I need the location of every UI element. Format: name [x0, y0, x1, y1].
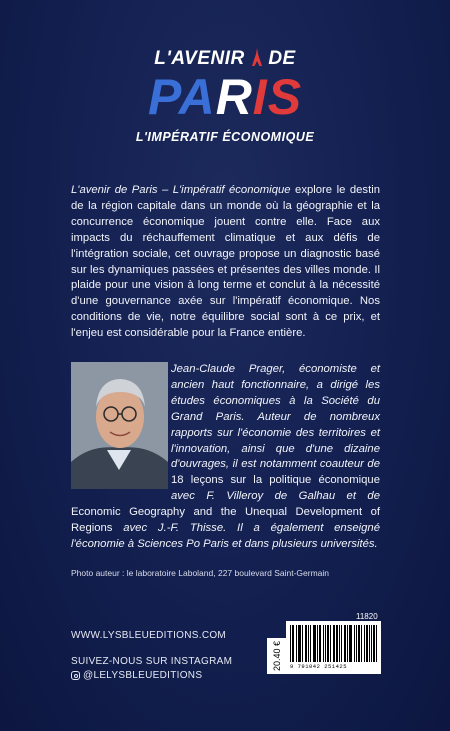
bio-book-2: Economic Geography and the Unequal Development of Regions: [71, 506, 380, 535]
book-description-text: explore le destin de la région capitale dans un monde où la géographie et la concurrence économique jouent contre elle. Face aux impacts du réchauffement climatique et aux défis de l'intégration sociale, cet ouvrage propose un diagnostic basé sur les dynamiques passées et présentes des villes monde. Il plaide pour une vision à long terme et conclut à la nécessité d'une gouvernance axée sur l'impératif économique. Nos conditions de vie, notre équilibre social sont à ce prix, et l'enjeu est considérable pour la France entière.: [71, 184, 381, 340]
photo-credit: Photo auteur : le laboratoire Laboland, 227 boulevard Saint-Germain: [71, 568, 330, 578]
title-word-lavenir: L'AVENIR: [154, 48, 245, 69]
book-description: [71, 183, 380, 342]
bio-part-3: avec J.-F. Thisse. Il a également enseigné l'économie à Sciences Po Paris et dans plusieurs universités.: [71, 522, 380, 550]
title-top-line: [0, 48, 450, 70]
title-word-de: DE: [268, 48, 296, 69]
eiffel-tower-icon: [251, 48, 263, 66]
subtitle: L'IMPÉRATIF ÉCONOMIQUE: [135, 130, 315, 144]
instagram-label: SUIVEZ-NOUS SUR INSTAGRAM: [71, 656, 233, 667]
isbn-digits: 9 791042 251425: [290, 663, 348, 670]
barcode-box: [286, 621, 381, 674]
bio-part-2: avec F. Villeroy de Galhau et de: [171, 490, 380, 503]
instagram-icon: [71, 671, 80, 680]
title-paris: [0, 69, 450, 125]
title-paris-red: IS: [252, 69, 303, 125]
title-paris-blue: PA: [147, 69, 216, 125]
book-title-italic: L'avenir de Paris – L'impératif économique: [71, 184, 291, 196]
price-box: [267, 638, 287, 674]
author-bio: [71, 362, 380, 553]
bio-part-1: Jean-Claude Prager, économiste et ancien haut fonctionnaire, a dirigé les études économiques à la Société du Grand Paris. Auteur de nombreux rapports sur l'économie des territoires et l'innovation, ainsi que d'une dizaine d'ouvrages, il est notamment coauteur de: [171, 363, 380, 471]
price: 20.40 €: [272, 640, 282, 672]
title-block: [0, 48, 450, 144]
barcode-icon: [290, 625, 377, 663]
instagram-handle-row: [71, 670, 202, 681]
publisher-website: WWW.LYSBLEUEDITIONS.COM: [71, 630, 227, 641]
bio-book-1: 18 leçons sur la politique économique: [171, 474, 380, 487]
instagram-handle: @LELYSBLEUEDITIONS: [83, 670, 203, 681]
title-paris-white: R: [215, 69, 253, 125]
product-code: 11820: [356, 612, 378, 621]
photo-spacer: [71, 362, 171, 492]
